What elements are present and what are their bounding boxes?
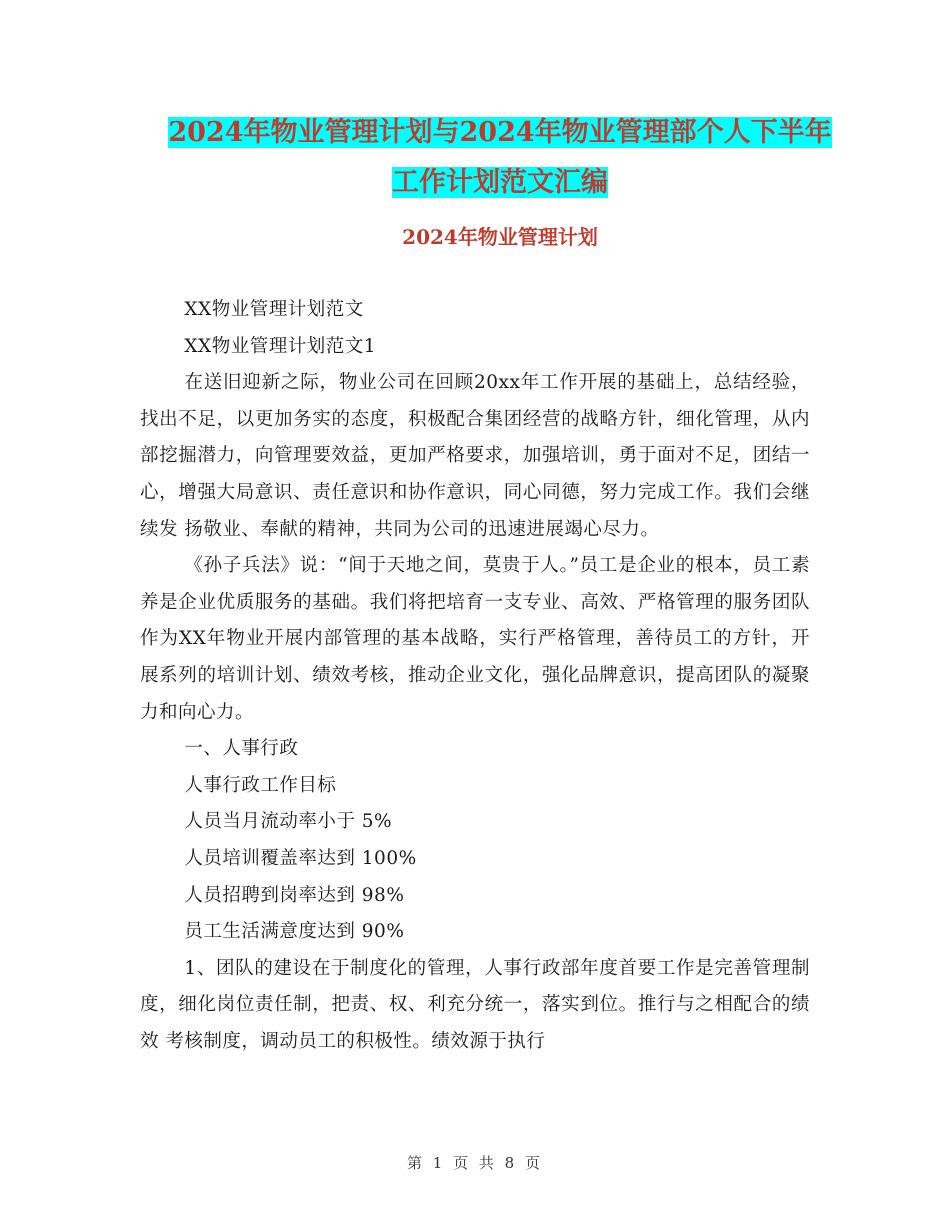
paragraph: 1、团队的建设在于制度化的管理，人事行政部年度首要工作是完善管理制度，细化岗位责任制，把责、权、利充分统一，落实到位。推行与之相配合的绩效 考核制度，调动员工的积极性。绩效源于执行 bbox=[140, 957, 810, 1052]
paragraph: 《孙子兵法》说：“间于天地之间，莫贵于人。”员工是企业的根本，员工素养是企业优质服务的基础。我们将把培育一支专业、高效、严格管理的服务团队 作为XX年物业开展内部管理的基本战略，实行严格管理，善待员工的方针，开展系列的培训计划、绩效考核，推动企业文化，强化品牌意识，提高团队的凝聚 力和向心力。 bbox=[140, 555, 810, 723]
page-footer: 第 1 页 共 8 页 bbox=[407, 1154, 543, 1172]
paragraph: 员工生活满意度达到 90% bbox=[184, 921, 405, 943]
paragraph: 人员培训覆盖率达到 100% bbox=[184, 847, 417, 869]
paragraph: XX物业管理计划范文 bbox=[184, 299, 364, 320]
document-title bbox=[140, 108, 860, 208]
section-title: 2024年物业管理计划 bbox=[402, 225, 598, 249]
paragraph: 一、人事行政 bbox=[184, 738, 299, 760]
document-title-line2: 工作计划范文汇编 bbox=[392, 167, 608, 198]
document-title-line1: 2024年物业管理计划与2024年物业管理部个人下半年 bbox=[168, 117, 832, 148]
paragraph: 人员当月流动率小于 5% bbox=[184, 811, 393, 833]
paragraph: 人事行政工作目标 bbox=[184, 774, 337, 796]
paragraph: XX物业管理计划范文1 bbox=[184, 335, 377, 357]
paragraph: 人员招聘到岗率达到 98% bbox=[184, 884, 405, 906]
paragraph: 在送旧迎新之际，物业公司在回顾20xx年工作开展的基础上，总结经验，找出不足，以更加务实的态度，积极配合集团经营的战略方针，细化管理，从内 部挖掘潜力，向管理要效益，更加严格要求，加强培训，勇于面对不足，团结一心，增强大局意识、责任意识和协作意识，同心同德，努力完成工作。我们会继续发 扬敬业、奉献的精神，共同为公司的迅速进展竭心尽力。 bbox=[140, 372, 810, 540]
document-body bbox=[140, 292, 810, 1060]
